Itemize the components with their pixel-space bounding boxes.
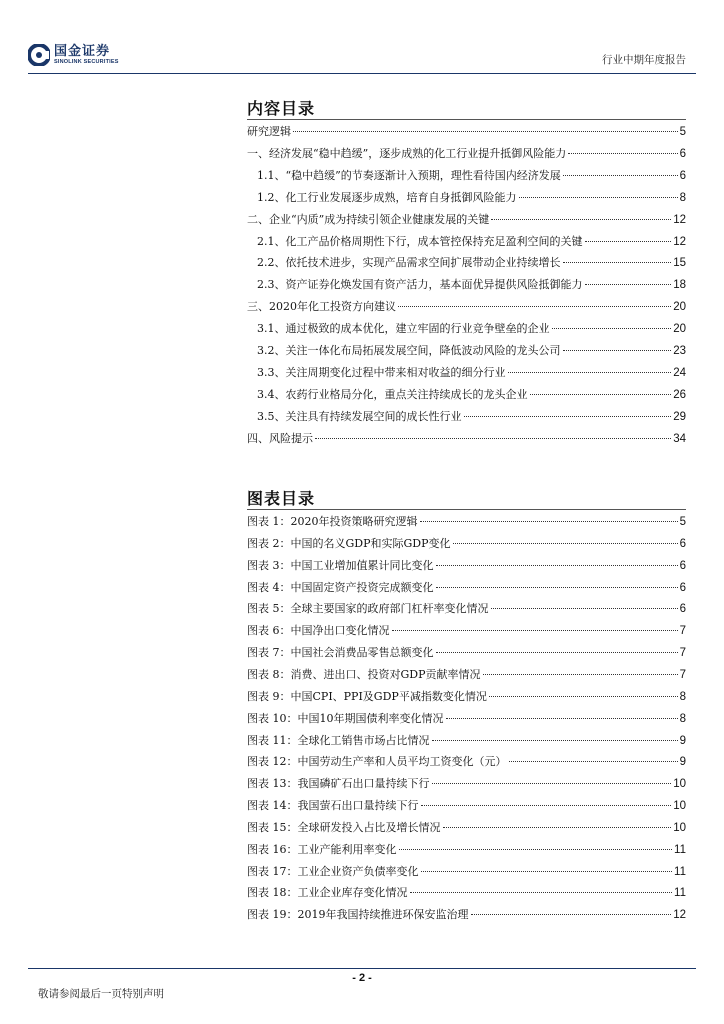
toc-entry-label: 图表 7：中国社会消费品零售总额变化: [247, 646, 434, 660]
toc-entry[interactable]: [247, 145, 686, 165]
toc-dot-leader: [399, 849, 673, 850]
toc-entry-page: 8: [679, 690, 686, 703]
toc-entry-page: 6: [679, 603, 686, 616]
toc-entry-page: 8: [679, 712, 686, 725]
toc-dot-leader: [585, 284, 672, 285]
toc-entry[interactable]: [247, 775, 686, 795]
toc-entry[interactable]: [247, 513, 686, 533]
toc-entry-label: 图表 11：全球化工销售市场占比情况: [247, 733, 430, 747]
toc-entry[interactable]: [247, 211, 686, 231]
toc-entry-page: 6: [679, 581, 686, 594]
toc-entry-label: 3.1、通过极致的成本优化，建立牢固的行业竞争壁垒的企业: [257, 322, 550, 336]
toc-entry-label: 图表 10：中国10年期国债利率变化情况: [247, 711, 444, 725]
toc-entry-label: 研究逻辑: [247, 125, 291, 138]
toc-dot-leader: [508, 372, 672, 373]
toc-entry[interactable]: [257, 233, 686, 253]
toc-entry-label: 图表 14：我国萤石出口量持续下行: [247, 799, 419, 813]
toc-dot-leader: [315, 438, 671, 439]
toc-entry-page: 18: [673, 279, 686, 292]
toc-entry-page: 5: [679, 516, 686, 528]
toc-entry-label: 图表 16：工业产能利用率变化: [247, 842, 397, 856]
toc-dot-leader: [519, 197, 678, 198]
toc-entry-label: 图表 6：中国净出口变化情况: [247, 624, 390, 638]
toc-entry[interactable]: [247, 298, 686, 318]
toc-entry[interactable]: [257, 320, 686, 340]
toc-entry-label: 1.2、化工行业发展逐步成熟，培育自身抵御风险能力: [257, 190, 517, 204]
toc-entry[interactable]: [257, 386, 686, 406]
toc-entry-page: 20: [673, 301, 686, 314]
toc-entry-label: 一、经济发展“稳中趋缓”，逐步成熟的化工行业提升抵御风险能力: [247, 146, 567, 160]
toc-entry-page: 7: [679, 625, 686, 638]
toc-entry-page: 12: [673, 213, 686, 226]
toc-entry[interactable]: [257, 364, 686, 384]
toc-entry-page: 26: [673, 388, 686, 401]
figures-title: 图表目录: [247, 489, 316, 508]
toc-entry[interactable]: [247, 123, 686, 143]
toc-dot-leader: [392, 630, 678, 631]
toc-entry-page: 6: [679, 169, 686, 182]
toc-dot-leader: [398, 306, 671, 307]
toc-entry-label: 图表 3：中国工业增加值累计同比变化: [247, 558, 434, 572]
footer-disclaimer: 敬请参阅最后一页特别声明: [38, 988, 164, 1000]
page-number: - 2 -: [352, 972, 372, 984]
toc-entry-page: 15: [673, 257, 686, 270]
toc-dot-leader: [443, 827, 672, 828]
toc-entry-page: 10: [673, 778, 686, 791]
toc-entry[interactable]: [257, 254, 686, 274]
toc-entry[interactable]: [247, 863, 686, 883]
toc-dot-leader: [420, 521, 678, 522]
toc-dot-leader: [563, 175, 678, 176]
toc-dot-leader: [432, 740, 678, 741]
toc-entry[interactable]: [247, 819, 686, 839]
toc-entry-label: 3.5、关注具有持续发展空间的成长性行业: [257, 409, 462, 423]
toc-entry-label: 图表 9：中国CPI、PPI及GDP平减指数变化情况: [247, 689, 487, 703]
toc-entry-label: 图表 13：我国磷矿石出口量持续下行: [247, 777, 430, 791]
toc-dot-leader: [293, 131, 678, 132]
toc-entry-label: 四、风险提示: [247, 431, 313, 445]
toc-dot-leader: [483, 674, 678, 675]
logo-english-name: SINOLINK SECURITIES: [54, 58, 119, 65]
toc-dot-leader: [509, 761, 678, 762]
toc-entry-page: 12: [673, 909, 686, 922]
toc-entry-page: 7: [679, 668, 686, 681]
toc-entry-label: 图表 4：中国固定资产投资完成额变化: [247, 580, 434, 594]
toc-dot-leader: [563, 262, 672, 263]
toc-entry-label: 3.2、关注一体化布局拓展发展空间，降低波动风险的龙头公司: [257, 344, 561, 357]
toc-entry[interactable]: [247, 430, 686, 450]
toc-dot-leader: [453, 543, 678, 544]
toc-entry-label: 3.4、农药行业格局分化，重点关注持续成长的龙头企业: [257, 387, 528, 401]
toc-entry-page: 7: [679, 647, 686, 660]
toc-dot-leader: [446, 718, 678, 719]
toc-entry-page: 11: [674, 865, 686, 878]
contents-title-divider: [247, 119, 686, 120]
toc-entry-page: 9: [679, 756, 686, 769]
toc-entry-label: 图表 8：消费、进出口、投资对GDP贡献率情况: [247, 667, 481, 681]
toc-entry-label: 图表 12：中国劳动生产率和人员平均工资变化（元）: [247, 755, 507, 769]
toc-dot-leader: [491, 608, 678, 609]
toc-entry-page: 10: [673, 821, 686, 834]
toc-entry[interactable]: [247, 841, 686, 861]
toc-entry[interactable]: [247, 906, 686, 926]
toc-entry-page: 24: [673, 366, 686, 379]
toc-entry[interactable]: [247, 797, 686, 817]
toc-dot-leader: [464, 416, 672, 417]
toc-entry-page: 8: [679, 191, 686, 204]
toc-entry[interactable]: [247, 753, 686, 773]
logo-chinese-name: 国金证券: [54, 43, 111, 59]
toc-dot-leader: [552, 328, 672, 329]
toc-entry-label: 图表 2：中国的名义GDP和实际GDP变化: [247, 536, 451, 550]
toc-entry-label: 2.2、依托技术进步，实现产品需求空间扩展带动企业持续增长: [257, 256, 561, 270]
toc-entry[interactable]: [247, 600, 686, 620]
toc-dot-leader: [491, 219, 671, 220]
toc-dot-leader: [421, 871, 673, 872]
toc-entry-label: 图表 15：全球研发投入占比及增长情况: [247, 820, 441, 834]
toc-entry[interactable]: [257, 167, 686, 187]
toc-entry-page: 6: [679, 537, 686, 550]
toc-entry-page: 12: [673, 235, 686, 248]
toc-entry-label: 图表 17：工业企业资产负债率变化: [247, 864, 419, 878]
report-type: 行业中期年度报告: [602, 54, 686, 66]
toc-dot-leader: [563, 350, 672, 351]
figures-title-divider: [247, 509, 686, 510]
toc-entry-page: 34: [673, 432, 686, 445]
toc-entry-label: 1.1、“稳中趋缓”的节奏逐渐计入预期，理性看待国内经济发展: [257, 168, 561, 182]
toc-entry-label: 三、2020年化工投资方向建议: [247, 300, 396, 314]
company-logo: [28, 42, 119, 68]
toc-entry-page: 29: [673, 410, 686, 423]
toc-entry[interactable]: [247, 688, 686, 708]
toc-entry[interactable]: [257, 189, 686, 209]
toc-entry-page: 6: [679, 147, 686, 160]
toc-entry[interactable]: [247, 884, 686, 904]
toc-dot-leader: [436, 565, 678, 566]
toc-entry-page: 10: [673, 800, 686, 813]
toc-entry-label: 2.1、化工产品价格周期性下行，成本管控保持充足盈利空间的关键: [257, 234, 583, 248]
toc-entry[interactable]: [247, 535, 686, 555]
toc-entry[interactable]: [247, 644, 686, 664]
toc-dot-leader: [410, 892, 673, 893]
toc-entry-label: 3.3、关注周期变化过程中带来相对收益的细分行业: [257, 365, 506, 379]
toc-dot-leader: [432, 783, 672, 784]
toc-entry-label: 图表 18：工业企业库存变化情况: [247, 886, 408, 900]
toc-entry-page: 6: [679, 559, 686, 572]
toc-entry[interactable]: [257, 276, 686, 296]
toc-dot-leader: [489, 696, 678, 697]
toc-entry-label: 二、企业“内质”成为持续引领企业健康发展的关键: [247, 212, 490, 226]
toc-dot-leader: [436, 587, 678, 588]
toc-entry-label: 2.3、资产证券化焕发国有资产活力，基本面优异提供风险抵御能力: [257, 278, 583, 292]
footer-divider: [28, 968, 696, 969]
toc-entry-label: 图表 5：全球主要国家的政府部门杠杆率变化情况: [247, 602, 489, 616]
toc-entry[interactable]: [247, 732, 686, 752]
toc-dot-leader: [530, 394, 672, 395]
toc-entry[interactable]: [247, 710, 686, 730]
toc-entry[interactable]: [247, 579, 686, 599]
toc-entry-page: 9: [679, 734, 686, 747]
page-header: [0, 0, 724, 80]
toc-entry-page: 23: [673, 345, 686, 357]
toc-dot-leader: [436, 652, 678, 653]
toc-entry-page: 20: [673, 323, 686, 336]
toc-entry[interactable]: [247, 666, 686, 686]
toc-entry[interactable]: [257, 342, 686, 362]
toc-dot-leader: [568, 153, 677, 154]
toc-entry-page: 5: [679, 126, 686, 138]
header-divider: [28, 73, 696, 74]
toc-entry[interactable]: [257, 408, 686, 428]
toc-entry-page: 11: [674, 843, 686, 856]
toc-entry[interactable]: [247, 622, 686, 642]
toc-dot-leader: [585, 241, 672, 242]
toc-entry-label: 图表 1：2020年投资策略研究逻辑: [247, 515, 418, 528]
toc-dot-leader: [421, 805, 672, 806]
contents-title: 内容目录: [247, 99, 316, 118]
toc-dot-leader: [471, 914, 672, 915]
toc-entry-label: 图表 19：2019年我国持续推进环保安监治理: [247, 908, 469, 922]
toc-entry[interactable]: [247, 557, 686, 577]
logo-mark-icon: [28, 44, 50, 66]
toc-entry-page: 11: [674, 887, 686, 900]
